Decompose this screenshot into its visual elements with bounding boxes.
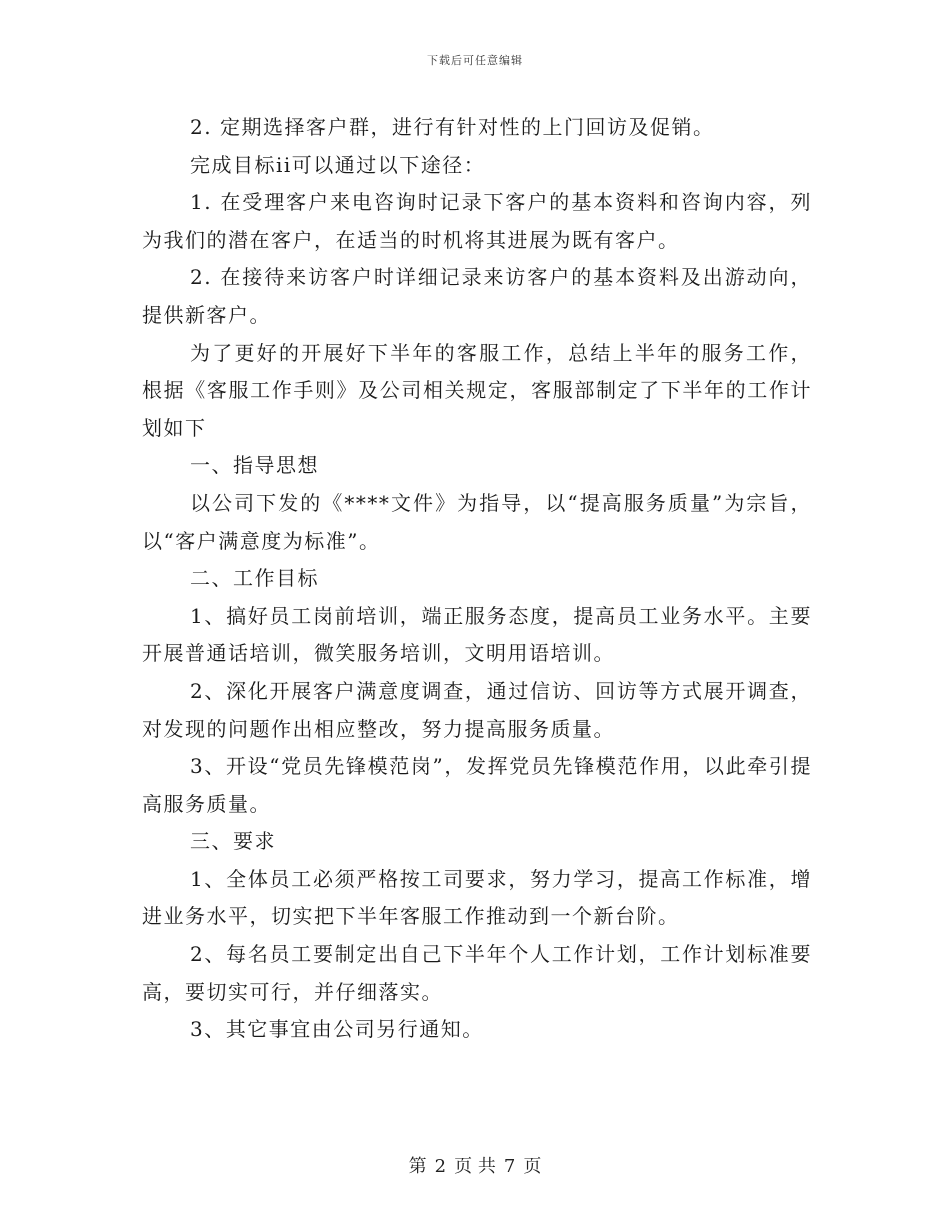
page-header: 下载后可任意编辑 [427,54,523,67]
paragraph: 2. 定期选择客户群，进行有针对性的上门回访及促销。 [190,115,715,139]
paragraph: 1、全体员工必须严格按工司要求，努力学习，提高工作标准，增进业务水平，切实把下半年客服工作推动到一个新台阶。 [142,866,812,929]
paragraph: 以公司下发的《****文件》为指导，以“提高服务质量”为宗旨，以“客户满意度为标准”。 [142,490,812,553]
section-heading: 三、要求 [190,829,276,854]
section-heading: 二、工作目标 [190,566,319,591]
section-heading: 一、指导思想 [190,453,319,478]
footer-suffix: 页 [523,1156,542,1177]
paragraph: 2、每名员工要制定出自己下半年个人工作计划，工作计划标准要高，要切实可行，并仔细落实。 [142,942,812,1004]
paragraph: 3、开设“党员先锋模范岗”，发挥党员先锋模范作用，以此牵引提高服务质量。 [142,754,812,816]
paragraph: 2. 在接待来访客户时详细记录来访客户的基本资料及出游动向，提供新客户。 [142,265,812,327]
paragraph: 1. 在受理客户来电咨询时记录下客户的基本资料和咨询内容，列为我们的潜在客户，在适当的时机将其进展为既有客户。 [142,190,812,252]
paragraph: 3、其它事宜由公司另行通知。 [190,1017,484,1042]
footer-page-number: 2 [434,1156,447,1177]
footer-middle: 页 共 [454,1156,496,1177]
footer-prefix: 第 [408,1156,427,1177]
document-body [142,109,812,1049]
page-footer [0,1152,950,1178]
paragraph: 2、深化开展客户满意度调查，通过信访、回访等方式展开调查，对发现的问题作出相应整改，努力提高服务质量。 [142,678,812,741]
paragraph: 完成目标ii可以通过以下途径： [190,152,486,177]
paragraph: 1、搞好员工岗前培训，端正服务态度，提高员工业务水平。主要开展普通话培训，微笑服务培训，文明用语培训。 [142,603,812,666]
paragraph: 为了更好的开展好下半年的客服工作，总结上半年的服务工作，根据《客服工作手则》及公司相关规定，客服部制定了下半年的工作计划如下 [142,340,812,440]
footer-total-pages: 7 [503,1156,516,1177]
